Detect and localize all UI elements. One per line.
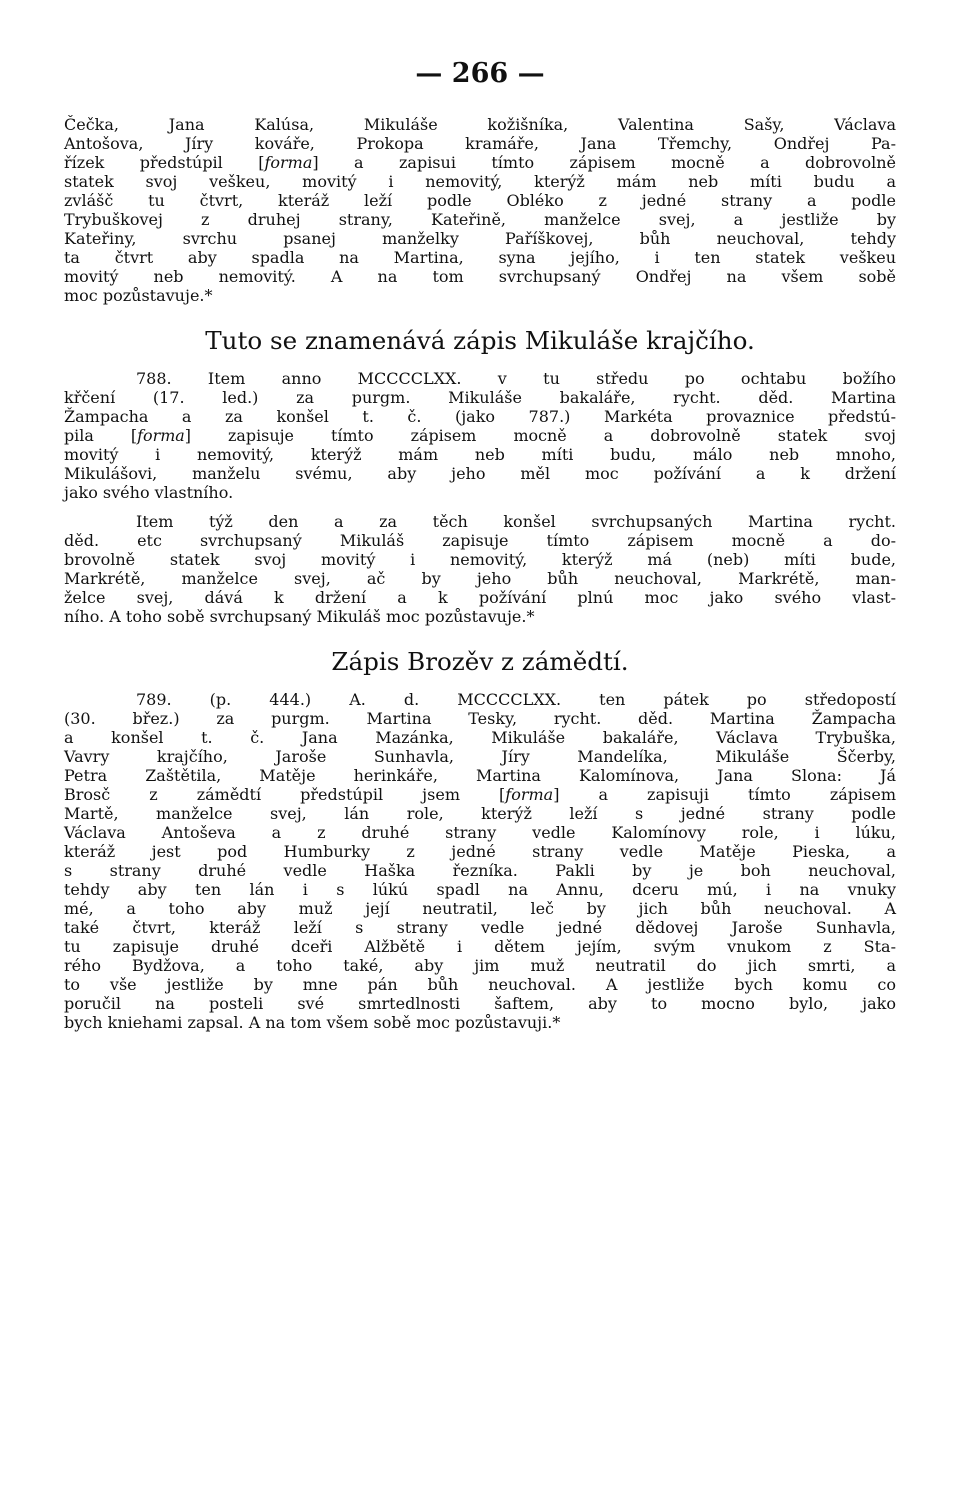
text-line: Čečka, Jana Kalúsa, Mikuláše kožišníka, Valentina Sašy, Václava (64, 115, 896, 134)
text-line: movitý neb nemovitý. A na tom svrchupsaný Ondřej na všem sobě (64, 267, 896, 286)
text-line: movitý i nemovitý, kterýž mám neb míti budu, málo neb mnoho, (64, 445, 896, 465)
text-line: s strany druhé vedle Haška řezníka. Pakli by je boh neuchoval, (64, 861, 896, 881)
text-line: Trybuškovej z druhej strany, Kateřině, manželce svej, a jestliže by (64, 210, 896, 229)
paragraph-3 (64, 512, 896, 626)
text-line: 789. (p. 444.) A. d. MCCCCLXX. ten pátek po středopostí (136, 690, 896, 710)
text-line: tu zapisuje druhé dceři Alžbětě i dětem jejím, svým vnukom z Sta- (64, 937, 896, 957)
text-line: Item týž den a za těch konšel svrchupsaných Martina rycht. (136, 512, 896, 532)
text-line: také čtvrt, kteráž leží s strany vedle jedné dědovej Jaroše Sunhavla, (64, 918, 896, 938)
page-number: — 266 — (415, 58, 545, 89)
text-line: a konšel t. č. Jana Mazánka, Mikuláše bakaláře, Václava Trybuška, (64, 728, 896, 748)
text-line: moc pozůstavuje.* (64, 286, 213, 305)
paragraph-1 (64, 115, 896, 305)
text-line: 788. Item anno MCCCCLXX. v tu středu po ochtabu božího (136, 369, 896, 389)
section-heading-1: Tuto se znamenává zápis Mikuláše krajčího. (205, 326, 755, 355)
text-line: Martě, manželce svej, lán role, kterýž leží s jedné strany podle (64, 804, 896, 824)
text-line: bych kniehami zapsal. A na tom všem sobě moc pozůstavuji.* (64, 1013, 561, 1033)
text-line: Brosč z zámědtí předstúpil jsem [forma] a zapisuji tímto zápisem (64, 785, 896, 805)
text-line: ního. A toho sobě svrchupsaný Mikuláš moc pozůstavuje.* (64, 607, 535, 627)
text-line: statek svoj veškeu, movitý i nemovitý, kterýž mám neb míti budu a (64, 172, 896, 191)
text-line: tehdy aby ten lán i s lúkú spadl na Annu, dceru mú, i na vnuky (64, 880, 896, 900)
text-line: Žampacha a za konšel t. č. (jako 787.) Markéta provaznice předstú- (64, 407, 896, 427)
text-line: jako svého vlastního. (64, 483, 234, 503)
text-line: křčení (17. led.) za purgm. Mikuláše bakaláře, rycht. děd. Martina (64, 388, 896, 408)
text-line: kteráž jest pod Humburky z jedné strany vedle Matěje Pieska, a (64, 842, 896, 862)
section-heading-2: Zápis Brozěv z zámědtí. (331, 647, 629, 677)
text-line: to vše jestliže by mne pán bůh neuchoval. A jestliže bych komu co (64, 975, 896, 995)
text-line: Markrétě, manželce svej, ač by jeho bůh neuchoval, Markrétě, man- (64, 569, 896, 589)
paragraph-4 (64, 690, 896, 1032)
body-text (64, 115, 896, 1032)
paragraph-2 (64, 369, 896, 502)
text-line: pila [forma] zapisuje tímto zápisem mocně a dobrovolně statek svoj (64, 426, 896, 446)
text-line: brovolně statek svoj movitý i nemovitý, kterýž má (neb) míti bude, (64, 550, 896, 570)
text-line: poručil na posteli své smrtedlnosti šaftem, aby to mocno bylo, jako (64, 994, 896, 1014)
text-line: Petra Zaštětila, Matěje herinkáře, Martina Kalomínova, Jana Slona: Já (64, 766, 896, 786)
text-line: rého Bydžova, a toho také, aby jim muž neutratil do jich smrti, a (64, 956, 896, 976)
text-line: mé, a toho aby muž její neutratil, leč by jich bůh neuchoval. A (64, 899, 896, 919)
text-line: děd. etc svrchupsaný Mikuláš zapisuje tímto zápisem mocně a do- (64, 531, 896, 551)
text-line: Mikulášovi, manželu svému, aby jeho měl moc požívání a k držení (64, 464, 896, 484)
text-line: želce svej, dává k držení a k požívání plnú moc jako svého vlast- (64, 588, 896, 608)
text-line: řízek předstúpil [forma] a zapisui tímto zápisem mocně a dobrovolně (64, 153, 896, 172)
text-line: Antošova, Jíry kováře, Prokopa kramáře, Jana Třemchy, Ondřej Pa- (64, 134, 896, 153)
text-line: zvlášč tu čtvrt, kteráž leží podle Obléko z jedné strany a podle (64, 191, 896, 210)
text-line: Kateřiny, svrchu psanej manželky Paříškovej, bůh neuchoval, tehdy (64, 229, 896, 248)
text-line: ta čtvrt aby spadla na Martina, syna jejího, i ten statek veškeu (64, 248, 896, 267)
text-line: (30. břez.) za purgm. Martina Tesky, rycht. děd. Martina Žampacha (64, 709, 896, 729)
text-line: Václava Antoševa a z druhé strany vedle Kalomínovy role, i lúku, (64, 823, 896, 843)
text-line: Vavry krajčího, Jaroše Sunhavla, Jíry Mandelíka, Mikuláše Ščerby, (64, 747, 896, 767)
